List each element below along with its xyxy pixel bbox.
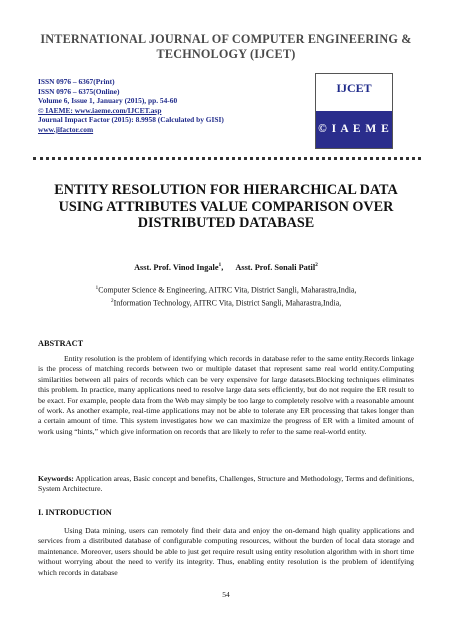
journal-info-block: [38, 77, 224, 135]
affiliations: [30, 283, 422, 308]
keywords-text: Application areas, Basic concept and benefits, Challenges, Structure and Methodology, Terms and definitions, System Architecture.: [38, 474, 414, 494]
journal-title: [14, 32, 438, 62]
abstract-heading: ABSTRACT: [38, 339, 84, 348]
affiliation-2-sup: 2: [110, 297, 114, 304]
author-1: Asst. Prof. Vinod Ingale: [134, 262, 219, 272]
logo-iaeme-text: © I A E M E: [316, 111, 392, 148]
page-number: 54: [222, 590, 230, 599]
affiliation-1-sup: 1: [95, 285, 99, 291]
authors-line: [30, 262, 422, 272]
introduction-heading: I. INTRODUCTION: [38, 508, 112, 517]
author-2: Asst. Prof. Sonali Patil: [235, 262, 316, 272]
logo-ijcet-text: IJCET: [336, 81, 372, 95]
keywords: [38, 474, 414, 495]
author-2-sup: 2: [315, 262, 318, 268]
paper-title: [30, 182, 422, 232]
abstract-text: Entity resolution is the problem of identifying which records in database refer to the same entity.Records linkage is the process of matching records between two or multiple dataset that represent same real world entity.Computing similarities between all pairs of records which can be very expensive for large datasets.Blocking techniques eliminates this problem. In practice, many applications need to resolve large data sets efficiently, but do not require the ER result to be exact. For example, people data from the Web may simply be too large to completely resolve with a reasonable amount of work. As another example, real-time applications may not be able to tolerate any ER processing that takes longer than a certain amount of time. This system investigates how we can maximize the progress of ER with a limited amount of work using “hints,” which give information on records that are likely to refer to the same real-world entity.: [38, 354, 414, 436]
paper-title-line-3: DISTRIBUTED DATABASE: [137, 215, 315, 232]
introduction-text: Using Data mining, users can remotely find their data and enjoy the on-demand high quality applications and services from a distributed database of configurable computing resources, without the burden of local data storage and maintenance. Moreover, users should be able to just get require result using entity resolution algorithm with in short time without worrying about the need to verify its integrity. Thus, enabling entity resolution is the problem of identifying which records in database: [38, 526, 414, 577]
iaeme-link[interactable]: © IAEME: www.iaeme.com/IJCET.asp: [38, 105, 162, 115]
volume-info: Volume 6, Issue 1, January (2015), pp. 54-60: [38, 96, 178, 106]
issn-print: ISSN 0976 – 6367(Print): [38, 77, 115, 86]
affiliation-1-text: Computer Science & Engineering, AITRC Vita, District Sangli, Maharastra,India,: [98, 285, 357, 295]
issn-online: ISSN 0976 – 6375(Online): [38, 86, 120, 96]
journal-title-line-1: INTERNATIONAL JOURNAL OF COMPUTER ENGINEERING &: [40, 32, 412, 46]
paper-title-line-1: ENTITY RESOLUTION FOR HIERARCHICAL DATA: [54, 182, 398, 198]
author-1-sup: 1: [218, 262, 222, 268]
author-separator: ,: [221, 262, 224, 272]
impact-factor: Journal Impact Factor (2015): 8.9958 (Calculated by GISI): [38, 115, 224, 125]
affiliation-2-text: Information Technology, AITRC Vita, District Sangli, Maharastra,India,: [113, 298, 342, 308]
ijcet-logo: [315, 73, 393, 149]
affiliation-1: [30, 283, 422, 296]
journal-title-line-2: TECHNOLOGY (IJCET): [156, 47, 296, 61]
affiliation-2: [30, 296, 422, 309]
jifactor-link[interactable]: www.jifactor.com: [38, 124, 94, 134]
paper-title-line-2: USING ATTRIBUTES VALUE COMPARISON OVER: [58, 198, 394, 215]
keywords-label: Keywords:: [38, 474, 74, 483]
header-divider: [33, 157, 421, 160]
